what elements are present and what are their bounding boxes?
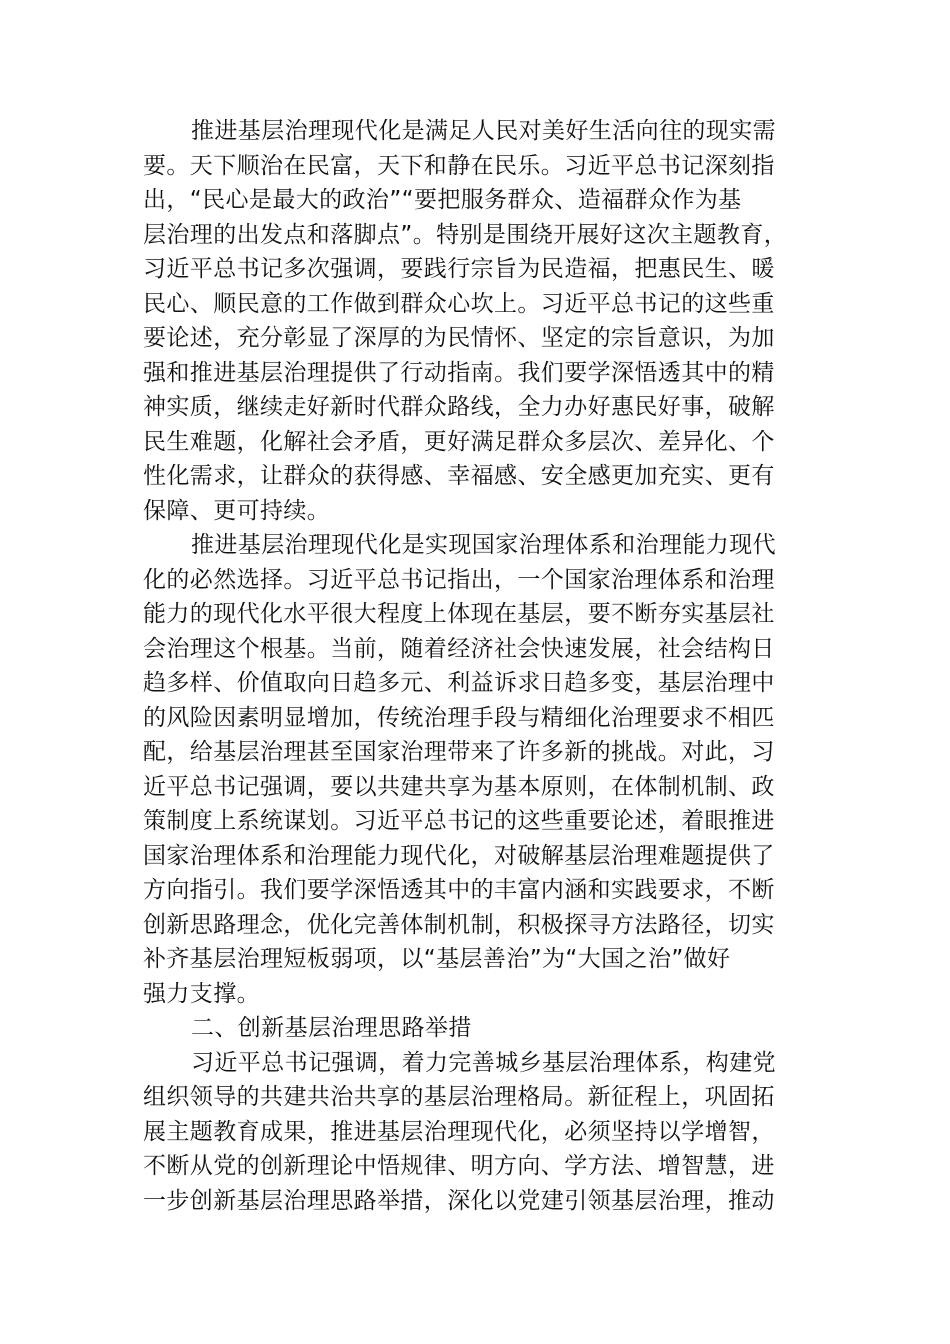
text-line: 创新思路理念，优化完善体制机制，积极探寻方法路径，切实 xyxy=(143,911,775,938)
text-line: 一步创新基层治理思路举措，深化以党建引领基层治理，推动 xyxy=(143,1187,775,1214)
text-line: 展主题教育成果，推进基层治理现代化，必须坚持以学增智， xyxy=(143,1118,775,1145)
text-line: 国家治理体系和治理能力现代化，对破解基层治理难题提供了 xyxy=(143,842,775,869)
text-line: 要论述，充分彰显了深厚的为民情怀、坚定的宗旨意识，为加 xyxy=(143,325,775,351)
text-line: 层治理的出发点和落脚点”。特别是围绕开展好这次主题教育， xyxy=(143,221,788,248)
text-line: 能力的现代化水平很大程度上体现在基层，要不断夯实基层社 xyxy=(143,601,775,627)
text-line: 组织领导的共建共治共享的基层治理格局。新征程上，巩固拓 xyxy=(143,1084,775,1110)
paragraph-first-line: 推进基层治理现代化是实现国家治理体系和治理能力现代 xyxy=(191,532,776,558)
text-line: 趋多样、价值取向日趋多元、利益诉求日趋多变，基层治理中 xyxy=(143,670,775,696)
text-line: 化的必然选择。习近平总书记指出，一个国家治理体系和治理 xyxy=(143,566,775,593)
body-text xyxy=(143,114,808,1218)
text-line: 要。天下顺治在民富，天下和静在民乐。习近平总书记深刻指 xyxy=(143,152,775,179)
text-line: 补齐基层治理短板弱项，以“基层善治”为“大国之治”做好 xyxy=(143,946,731,972)
text-line: 民心、顺民意的工作做到群众心坎上。习近平总书记的这些重 xyxy=(143,290,775,317)
text-line: 的风险因素明显增加，传统治理手段与精细化治理要求不相匹 xyxy=(143,704,775,731)
text-line: 保障、更可持续。 xyxy=(143,497,331,524)
paragraph-first-line: 二、创新基层治理思路举措 xyxy=(191,1015,472,1041)
text-line: 神实质，继续走好新时代群众路线，全力办好惠民好事，破解 xyxy=(143,394,775,420)
text-line: 近平总书记强调，要以共建共享为基本原则，在体制机制、政 xyxy=(143,773,775,800)
text-line: 习近平总书记多次强调，要践行宗旨为民造福，把惠民生、暖 xyxy=(143,256,775,282)
text-line: 配，给基层治理甚至国家治理带来了许多新的挑战。对此，习 xyxy=(143,739,775,765)
text-line: 民生难题，化解社会矛盾，更好满足群众多层次、差异化、个 xyxy=(143,428,775,455)
text-line: 出，“民心是最大的政治”“要把服务群众、造福群众作为基 xyxy=(143,187,742,213)
text-line: 不断从党的创新理论中悟规律、明方向、学方法、增智慧，进 xyxy=(143,1153,775,1179)
text-line: 强力支撑。 xyxy=(143,980,260,1007)
text-line: 强和推进基层治理提供了行动指南。我们要学深悟透其中的精 xyxy=(143,359,775,386)
text-line: 性化需求，让群众的获得感、幸福感、安全感更加充实、更有 xyxy=(143,463,775,489)
paragraph-first-line: 推进基层治理现代化是满足人民对美好生活向往的现实需 xyxy=(191,118,776,144)
paragraph-first-line: 习近平总书记强调，着力完善城乡基层治理体系，构建党 xyxy=(191,1049,776,1076)
text-line: 方向指引。我们要学深悟透其中的丰富内涵和实践要求，不断 xyxy=(143,877,775,903)
text-line: 会治理这个根基。当前，随着经济社会快速发展，社会结构日 xyxy=(143,635,775,662)
text-line: 策制度上系统谋划。习近平总书记的这些重要论述，着眼推进 xyxy=(143,808,775,834)
